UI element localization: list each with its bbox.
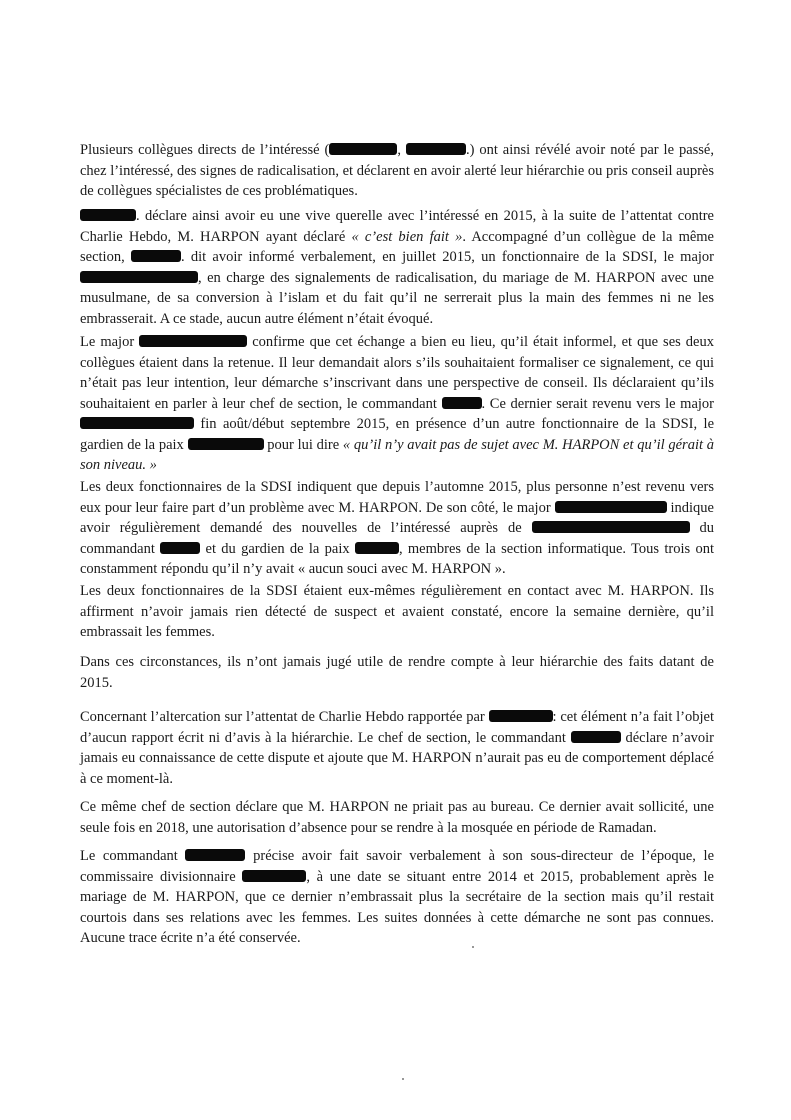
redaction-block <box>139 335 247 347</box>
paragraph-no-report: Dans ces circonstances, ils n’ont jamais jugé utile de rendre compte à leur hiérarchie des faits datant de 2015. <box>80 654 714 691</box>
paragraph-sdsi-since-2015: Les deux fonctionnaires de la SDSI indiquent que depuis l’automne 2015, plus personne n’est revenu vers eux pour leur faire part d’un problème avec M. HARPON. De son côté, le major indique avoir régulièrement demandé des nouvelles de l’intéressé auprès de du commandant et du gardien de la paix , membres de la section informatique. Tous trois ont constamment répondu qu’il n’y avait « aucun souci avec M. HARPON ». <box>80 479 714 577</box>
redaction-block <box>80 417 194 429</box>
redaction-block <box>355 542 399 554</box>
redaction-block <box>242 870 306 882</box>
redaction-block <box>489 710 553 722</box>
redaction-block <box>532 521 690 533</box>
redaction-block <box>188 438 264 450</box>
paragraph-altercation: Concernant l’altercation sur l’attentat de Charlie Hebdo rapportée par : cet élément n’a fait l’objet d’aucun rapport écrit ni d’avis à la hiérarchie. Le chef de section, le commandant déclare n’avoir jamais eu connaissance de cette dispute et ajoute que M. HARPON n’aurait pas eu de comportement déplacé à ce moment-là. <box>80 709 714 787</box>
scan-speck <box>402 1078 404 1080</box>
paragraph-no-prayer: Ce même chef de section déclare que M. HARPON ne priait pas au bureau. Ce dernier avait sollicité, une seule fois en 2018, une autorisation d’absence pour se rendre à la mosquée en période de Ramadan. <box>80 799 714 836</box>
paragraph-sdsi-contact: Les deux fonctionnaires de la SDSI étaient eux-mêmes régulièrement en contact avec M. HARPON. Ils affirment n’avoir jamais rien détecté de suspect et avaient constaté, encore la semaine dernière, qu’il embrassait les femmes. <box>80 583 714 640</box>
scan-speck <box>472 946 474 948</box>
paragraph-commandant-informed: Le commandant précise avoir fait savoir verbalement à son sous-directeur de l’époque, le commissaire divisionnaire , à une date se situant entre 2014 et 2015, probablement après le mariage de M. HARPON, que ce dernier n’embrassait plus la secrétaire de la section mais qu’il restait courtois dans ses relations avec les femmes. Les suites données à cette démarche ne sont pas connues. Aucune trace écrite n’a été conservée. <box>80 848 714 946</box>
redaction-block <box>80 271 198 283</box>
paragraph-major-confirms: Le major confirme que cet échange a bien eu lieu, qu’il était informel, et que ses deux collègues étaient dans la retenue. Il leur demandait alors s’ils souhaitaient formaliser ce signalement, ce qui n’était pas leur intention, leur démarche s’inscrivant dans une perspective de conseil. Ils déclaraient qu’ils souhaitaient en parler à leur chef de section, le commandant . Ce dernier serait revenu vers le major fin août/début septembre 2015, en présence d’un autre fonctionnaire de la SDSI, le gardien de la paix pour lui dire « qu’il n’y avait pas de sujet avec M. HARPON et qu’il gérait à son niveau. » <box>80 334 714 473</box>
redaction-block <box>160 542 200 554</box>
redaction-block <box>329 143 397 155</box>
redaction-block <box>80 209 136 221</box>
redaction-block <box>406 143 466 155</box>
paragraph-colleagues-report: Plusieurs collègues directs de l’intéressé ( , .) ont ainsi révélé avoir noté par le passé, chez l’intéressé, des signes de radicalisation, et déclarent en avoir alerté leur hiérarchie ou pris conseil auprès de collègues spécialistes de ces problématiques. <box>80 142 714 199</box>
redaction-block <box>571 731 621 743</box>
redaction-block <box>555 501 667 513</box>
redaction-block <box>185 849 245 861</box>
redaction-block <box>131 250 181 262</box>
redaction-block <box>442 397 482 409</box>
paragraph-quarrel-2015: . déclare ainsi avoir eu une vive querelle avec l’intéressé en 2015, à la suite de l’attentat contre Charlie Hebdo, M. HARPON ayant déclaré « c’est bien fait ». Accompagné d’un collègue de la même section, . dit avoir informé verbalement, en juillet 2015, un fonctionnaire de la SDSI, le major , en charge des signalements de radicalisation, du mariage de M. HARPON avec une musulmane, de sa conversion à l’islam et du fait qu’il ne serrerait plus la main des femmes ni ne les embrasserait. A ce stade, aucun autre élément n’était évoqué. <box>80 208 714 327</box>
